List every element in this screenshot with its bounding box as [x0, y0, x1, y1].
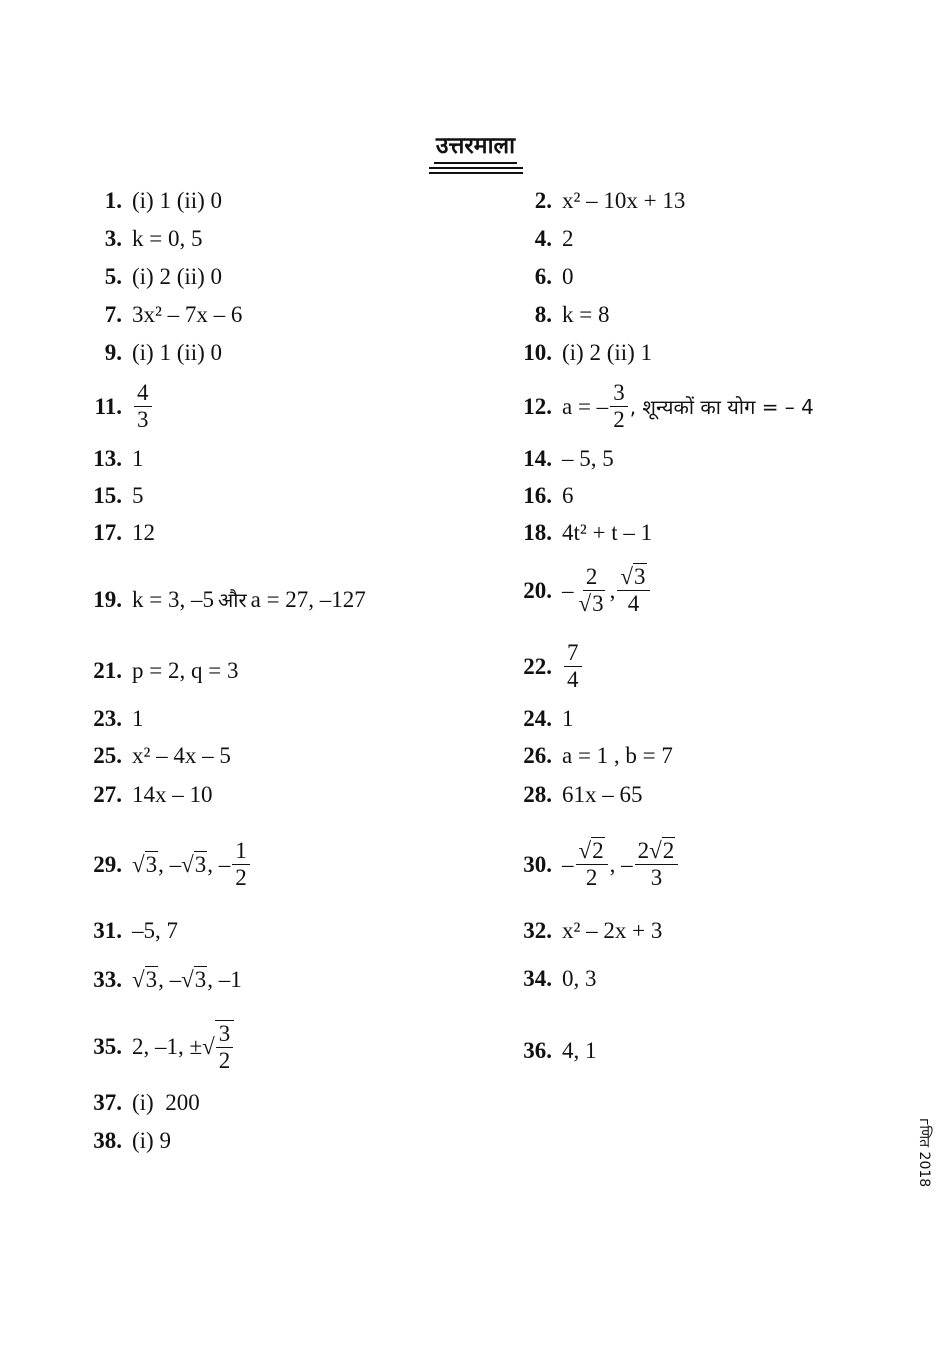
answer-3 [86, 226, 202, 252]
answer-number: 21. [93, 658, 122, 683]
answer-31 [86, 918, 178, 944]
answer-25 [86, 743, 231, 769]
answer-number: 11. [94, 393, 122, 419]
answer-value: 3x² – 7x – 6 [132, 302, 243, 327]
answer-value: (i) 1 (ii) 0 [132, 340, 223, 365]
answer-number: 32. [523, 918, 552, 943]
answer-number: 34. [523, 966, 552, 991]
answer-number: 14. [523, 446, 552, 471]
answer-value [562, 380, 814, 433]
answer-number: 8. [534, 302, 552, 327]
denominator: 3 [137, 407, 149, 432]
answer-number: 15. [93, 483, 122, 508]
denominator: 2 [613, 407, 625, 432]
answer-number: 6. [534, 264, 552, 289]
numerator: 2√2 [635, 838, 679, 865]
answer-number: 24. [523, 706, 552, 731]
answer-6 [506, 264, 574, 290]
expr-suffix: , –1 [207, 966, 242, 992]
answer-value: a = 1 , b = 7 [562, 743, 673, 768]
answer-28 [506, 782, 643, 808]
page-title-wrap [0, 128, 951, 174]
numerator: √2 [576, 838, 608, 865]
fraction [215, 1020, 235, 1074]
answer-26 [506, 743, 673, 769]
side-margin-text [904, 1118, 944, 1298]
answer-12 [506, 380, 814, 433]
expr-prefix: – [562, 577, 574, 603]
answer-number: 7. [104, 302, 122, 327]
radicand: 2 [662, 838, 675, 863]
answer-number: 13. [93, 446, 122, 471]
answer-value: 1 [562, 706, 574, 731]
answer-value: k = 0, 5 [132, 226, 203, 251]
expr-part: k = 3, –5 [132, 586, 214, 612]
numerator: 3 [216, 1021, 234, 1048]
radicand: 3 [194, 852, 207, 877]
answer-11 [86, 380, 154, 433]
answer-value: 0, 3 [562, 966, 597, 991]
answer-7 [86, 302, 242, 328]
answer-38 [86, 1128, 171, 1154]
answer-value: 4, 1 [562, 1038, 597, 1063]
conjunction: और [217, 588, 247, 612]
answer-value: k = 8 [562, 302, 610, 327]
answer-value: 4t² + t – 1 [562, 520, 653, 545]
answer-36 [506, 1038, 597, 1064]
answer-value: (i) 2 (ii) 0 [132, 264, 223, 289]
answer-number: 10. [523, 340, 552, 365]
answer-number: 22. [523, 653, 552, 679]
answer-value: x² – 10x + 13 [562, 188, 686, 213]
denominator: 3 [650, 865, 663, 890]
answer-10 [506, 340, 652, 366]
radicand: 3 [634, 564, 646, 589]
numerator: 3 [610, 380, 628, 407]
answer-22 [506, 640, 584, 693]
answer-24 [506, 706, 574, 732]
denominator: 2 [585, 865, 598, 890]
answer-number: 27. [93, 782, 122, 807]
denominator: 4 [627, 591, 640, 616]
expr-prefix: 2, –1, ± [132, 1034, 203, 1059]
numerator: 1 [232, 838, 250, 865]
answer-number: 26. [523, 743, 552, 768]
answer-number: 20. [523, 577, 552, 603]
title-underline [429, 167, 523, 174]
radicand: 3 [145, 852, 158, 877]
answer-23 [86, 706, 144, 732]
answer-number: 17. [93, 520, 122, 545]
answer-value: 1 [132, 446, 144, 471]
answer-value: √ 3 , – √ 3 , –1 [132, 966, 242, 992]
radicand: 3 [592, 591, 604, 616]
answer-number: 23. [93, 706, 122, 731]
separator: , – [158, 966, 182, 992]
answer-value: 12 [132, 520, 155, 545]
answer-value: √ 3 , – √ 3 , – $\frac{1}{2}$ [132, 838, 252, 891]
page-title: उत्तरमाला [434, 128, 517, 164]
answer-number: 31. [93, 918, 122, 943]
answer-value [132, 586, 366, 613]
answer-number: 33. [93, 966, 122, 992]
answer-number: 5. [104, 264, 122, 289]
answer-value: (i) 1 (ii) 0 [132, 188, 223, 213]
expr-part: a = 27, –127 [250, 586, 366, 612]
answer-29 [86, 838, 252, 891]
answer-value: 14x – 10 [132, 782, 213, 807]
answer-number: 35. [93, 1034, 122, 1059]
answer-number: 29. [93, 851, 122, 877]
answer-19 [86, 586, 366, 613]
numerator: 7 [564, 640, 582, 667]
radicand: 3 [145, 967, 158, 992]
fraction [134, 380, 152, 433]
answer-number: 37. [93, 1090, 122, 1115]
answer-value: (i) 9 [132, 1128, 171, 1153]
answer-value: – 5, 5 [562, 446, 614, 471]
answer-value: (i) 200 [132, 1090, 200, 1115]
answer-17 [86, 520, 155, 546]
denominator: 2 [235, 865, 247, 890]
answer-number: 1. [104, 188, 122, 213]
answer-2 [506, 188, 685, 214]
answer-13 [86, 446, 144, 472]
answer-4 [506, 226, 574, 252]
fraction [610, 380, 628, 433]
answer-30 [506, 838, 680, 891]
fraction [564, 640, 582, 693]
numerator: 2 [583, 564, 601, 591]
answer-value: p = 2, q = 3 [132, 658, 239, 683]
fraction [232, 838, 250, 891]
answer-21 [86, 658, 238, 684]
answer-16 [506, 483, 574, 509]
answer-number: 38. [93, 1128, 122, 1153]
answer-1 [86, 188, 222, 214]
answer-18 [506, 520, 652, 546]
expr-suffix: , शून्यकों का योग = – 4 [629, 395, 814, 419]
answer-number: 36. [523, 1038, 552, 1063]
side-label: гणित 2018 [916, 1118, 932, 1188]
answer-34 [506, 966, 597, 992]
answer-value: 2, –1, ± √ $\frac{3}{2}$ [132, 1020, 236, 1074]
coefficient: 2 [637, 838, 650, 863]
answer-27 [86, 782, 213, 808]
fraction [576, 564, 608, 617]
answer-number: 18. [523, 520, 552, 545]
answer-number: 9. [104, 340, 122, 365]
answer-9 [86, 340, 222, 366]
answer-14 [506, 446, 614, 472]
fraction [635, 838, 679, 891]
fraction [617, 564, 649, 617]
denominator: 2 [218, 1048, 231, 1073]
denominator: 4 [567, 667, 579, 692]
fraction [576, 838, 608, 891]
radicand: 3 [194, 967, 207, 992]
answer-number: 3. [104, 226, 122, 251]
answer-32 [506, 918, 662, 944]
answer-value: –5, 7 [132, 918, 178, 943]
answer-value: 1 [132, 706, 144, 731]
answer-value: – $\frac{2}{√3}$ , $\frac{√3}{4}$ [562, 564, 652, 617]
answer-5 [86, 264, 222, 290]
answer-value: 5 [132, 483, 144, 508]
answer-number: 28. [523, 782, 552, 807]
answer-value: x² – 4x – 5 [132, 743, 231, 768]
numerator: √3 [617, 564, 649, 591]
answer-8 [506, 302, 609, 328]
answer-value: – $\frac{√2}{2}$ , – $\frac{2√2}{3}$ [562, 838, 680, 891]
answer-number: 30. [523, 851, 552, 877]
answer-value: 0 [562, 264, 574, 289]
answer-33 [86, 966, 242, 993]
answer-number: 19. [93, 586, 122, 612]
expr-prefix: a = – [562, 393, 609, 419]
answer-value: 2 [562, 226, 574, 251]
answer-value: 61x – 65 [562, 782, 643, 807]
answer-15 [86, 483, 144, 509]
answer-value: 6 [562, 483, 574, 508]
answer-number: 12. [523, 393, 552, 419]
answer-value: (i) 2 (ii) 1 [562, 340, 653, 365]
answer-number: 2. [534, 188, 552, 213]
separator: , – [158, 851, 182, 877]
answer-35 [86, 1020, 236, 1074]
answer-37 [86, 1090, 200, 1116]
answer-value: x² – 2x + 3 [562, 918, 663, 943]
answer-number: 16. [523, 483, 552, 508]
radicand: 2 [592, 838, 604, 863]
answer-number: 4. [534, 226, 552, 251]
separator: , – [207, 851, 231, 877]
numerator: 4 [134, 380, 152, 407]
answer-20 [506, 564, 652, 617]
denominator: √3 [578, 591, 604, 616]
answer-number: 25. [93, 743, 122, 768]
